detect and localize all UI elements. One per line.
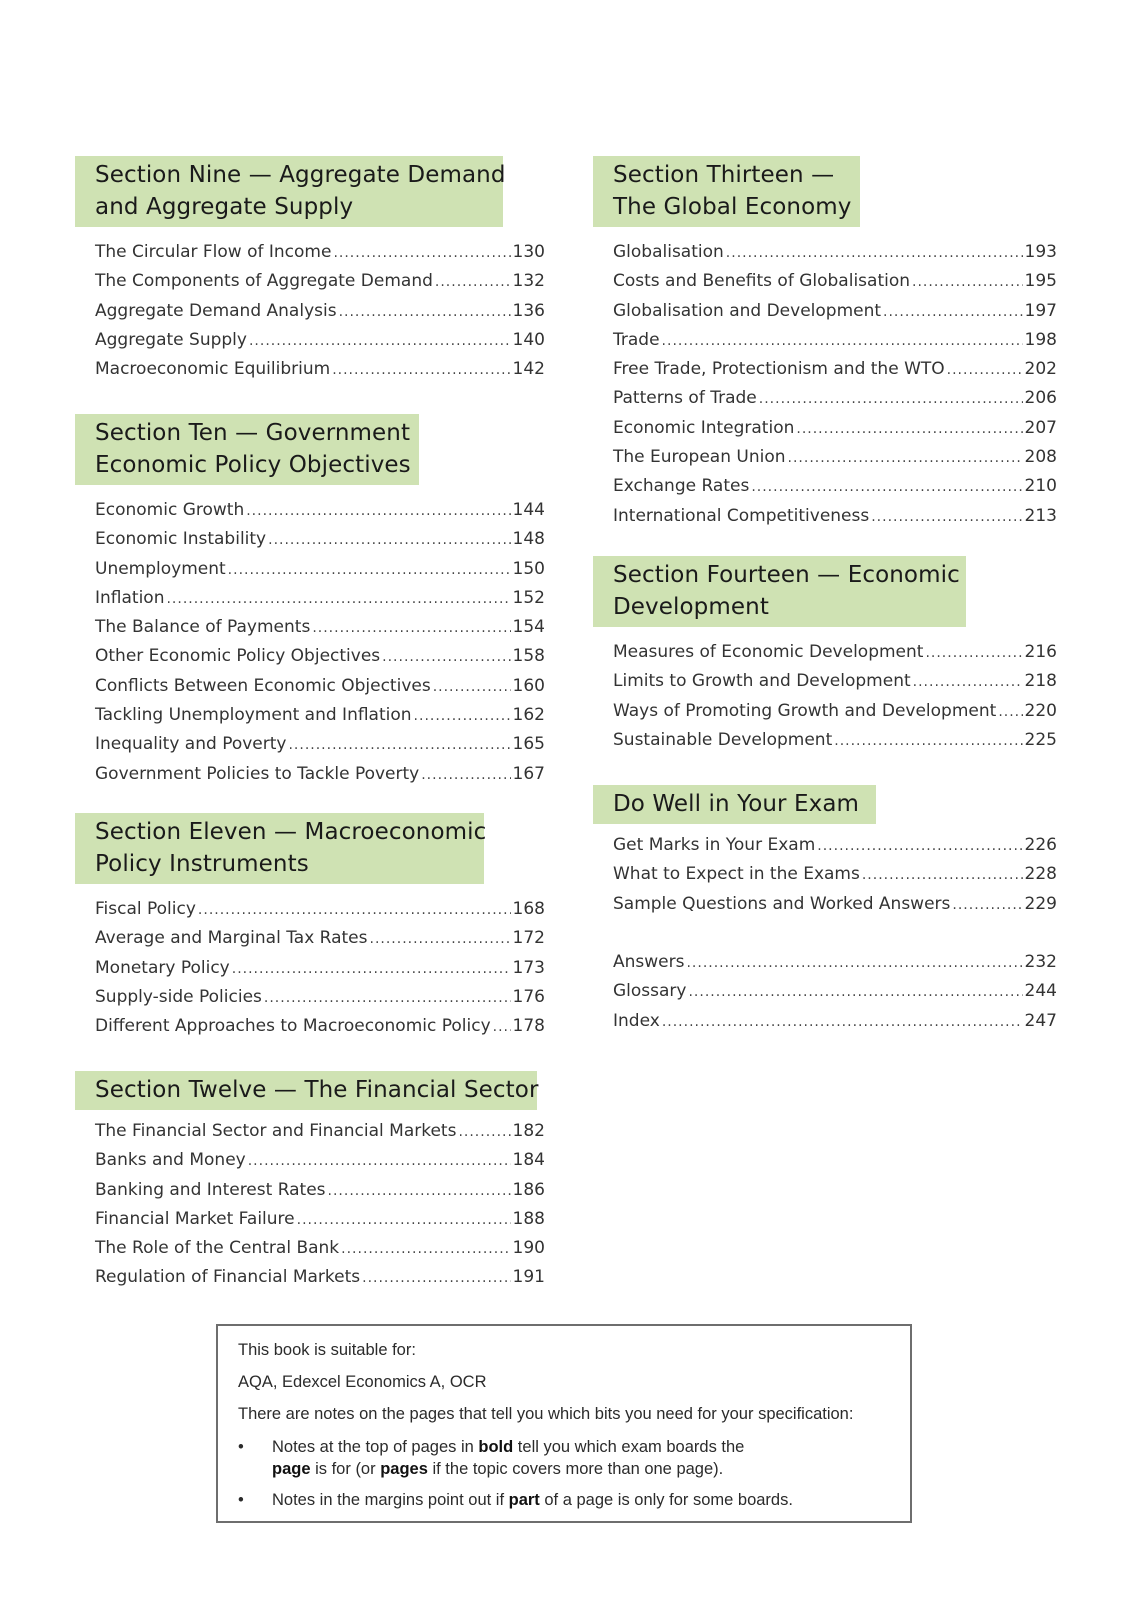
toc-entry[interactable]	[613, 297, 1057, 326]
section-heading-line: Development	[613, 594, 769, 620]
toc-entry-answers[interactable]	[613, 948, 1057, 977]
section-heading-line: Section Ten — Government	[95, 420, 411, 446]
toc-entry-page: 229	[1024, 893, 1057, 914]
toc-entry-title: Get Marks in Your Exam	[613, 835, 816, 855]
toc-entry-title: Sample Questions and Worked Answers	[613, 893, 951, 914]
toc-entry-page: 191	[512, 1267, 545, 1288]
toc-entry-page: 210	[1024, 476, 1057, 497]
toc-entry-title: Different Approaches to Macroeconomic Policy	[95, 1016, 491, 1037]
toc-list	[95, 496, 545, 789]
toc-entry[interactable]	[613, 860, 1057, 889]
toc-entry-page: 176	[512, 986, 545, 1007]
toc-entry-title: Tackling Unemployment and Inflation	[95, 705, 412, 726]
section-fourteen	[593, 556, 1057, 750]
dot-leader	[264, 984, 511, 1012]
toc-entry[interactable]	[95, 326, 545, 355]
note-bold-text: page	[272, 1460, 311, 1478]
toc-entry[interactable]	[95, 613, 545, 642]
section-ten	[75, 414, 545, 784]
toc-entry[interactable]	[95, 924, 545, 953]
toc-entry-title: Aggregate Supply	[95, 329, 247, 350]
toc-entry-page: 232	[1024, 952, 1057, 972]
note-text: Notes at the top of pages in	[272, 1438, 479, 1456]
section-heading	[75, 813, 487, 884]
toc-entry[interactable]	[95, 584, 545, 613]
toc-entry-page: 184	[512, 1150, 545, 1171]
toc-entry[interactable]	[95, 238, 545, 267]
toc-list	[613, 238, 1057, 531]
section-heading	[593, 785, 876, 824]
toc-entry-page: 165	[512, 734, 545, 755]
toc-entry-title: International Competitiveness	[613, 505, 870, 526]
toc-entry-page: 148	[512, 529, 545, 550]
toc-entry-page: 193	[1024, 242, 1057, 262]
toc-entry[interactable]	[95, 355, 545, 384]
dot-leader	[912, 268, 1023, 296]
toc-entry-title: Regulation of Financial Markets	[95, 1267, 361, 1288]
note-text: of a page is only for some boards.	[539, 1491, 793, 1509]
toc-entry-page: 150	[512, 558, 545, 579]
section-heading-line: and Aggregate Supply	[95, 194, 354, 220]
section-heading-line: Section Eleven — Macroeconomic	[95, 819, 487, 845]
dot-leader	[947, 356, 1023, 384]
note-bullet-item	[238, 1436, 892, 1480]
dot-leader	[871, 503, 1022, 531]
dot-leader	[788, 444, 1023, 472]
toc-entry-title: Economic Integration	[613, 417, 795, 438]
toc-entry[interactable]	[95, 895, 545, 924]
toc-entry[interactable]	[613, 384, 1057, 413]
section-twelve	[75, 1071, 545, 1288]
toc-entry-page: 225	[1024, 729, 1057, 750]
section-nine	[75, 156, 545, 380]
toc-entry-page: 172	[512, 928, 545, 949]
toc-entry-title: Patterns of Trade	[613, 388, 757, 409]
toc-entry[interactable]	[95, 642, 545, 671]
dot-leader	[883, 298, 1023, 326]
toc-entry-page: 140	[512, 329, 545, 350]
toc-entry-page: 208	[1024, 447, 1057, 468]
toc-entry[interactable]	[95, 555, 545, 584]
toc-entry[interactable]	[613, 414, 1057, 443]
toc-entry[interactable]	[95, 1176, 545, 1205]
toc-entry[interactable]	[613, 355, 1057, 384]
toc-entry-title: Financial Market Failure	[95, 1208, 295, 1229]
toc-list	[95, 1117, 545, 1293]
note-text: tell you which exam boards the	[513, 1438, 745, 1456]
section-heading-line: Section Thirteen —	[613, 162, 835, 188]
dot-leader	[421, 761, 510, 789]
section-eleven	[75, 813, 545, 1037]
dot-leader	[435, 268, 511, 296]
toc-entry-title: Unemployment	[95, 558, 226, 579]
note-text: is for (or	[310, 1460, 381, 1478]
dot-leader	[339, 298, 511, 326]
dot-leader	[246, 497, 510, 525]
dot-leader	[332, 356, 510, 384]
dot-leader	[662, 1008, 1023, 1036]
toc-extras-list	[613, 948, 1057, 1036]
toc-entry[interactable]	[613, 238, 1057, 267]
toc-entry-page: 195	[1024, 271, 1057, 292]
toc-entry[interactable]	[613, 267, 1057, 296]
dot-leader	[686, 949, 1022, 977]
section-thirteen	[593, 156, 1057, 526]
note-exam-boards: AQA, Edexcel Economics A, OCR	[238, 1373, 487, 1391]
toc-entry-page: 247	[1024, 1010, 1057, 1031]
toc-entry[interactable]	[95, 267, 545, 296]
toc-entry[interactable]	[95, 1012, 545, 1041]
dot-leader	[268, 526, 510, 554]
dot-leader	[493, 1013, 511, 1041]
toc-entry-page: 220	[1024, 700, 1057, 721]
dot-leader	[249, 327, 511, 355]
toc-entry-index[interactable]	[613, 1007, 1057, 1036]
dot-leader	[925, 639, 1022, 667]
section-heading	[75, 1071, 537, 1110]
toc-entry[interactable]	[95, 954, 545, 983]
dot-leader	[198, 896, 511, 924]
toc-entry-title: Aggregate Demand Analysis	[95, 300, 337, 321]
toc-entry-title: Inflation	[95, 587, 165, 608]
toc-entry-title: The Balance of Payments	[95, 617, 311, 638]
dot-leader	[998, 698, 1022, 726]
dot-leader	[297, 1206, 511, 1234]
toc-entry-page: 182	[512, 1121, 545, 1141]
toc-list	[95, 895, 545, 1041]
dot-leader	[288, 731, 510, 759]
toc-entry[interactable]	[95, 760, 545, 789]
toc-entry[interactable]	[95, 496, 545, 525]
toc-entry-page: 178	[512, 1016, 545, 1037]
toc-entry-page: 218	[1024, 671, 1057, 692]
toc-entry-page: 226	[1024, 835, 1057, 855]
dot-leader	[433, 673, 511, 701]
toc-entry-page: 158	[512, 646, 545, 667]
dot-leader	[370, 925, 511, 953]
toc-entry-title: Answers	[613, 952, 685, 972]
section-heading-line: The Global Economy	[613, 194, 852, 220]
toc-entry[interactable]	[95, 1205, 545, 1234]
dot-leader	[759, 385, 1023, 413]
note-bold-text: pages	[380, 1460, 428, 1478]
toc-entry[interactable]	[613, 472, 1057, 501]
toc-entry-page: 213	[1024, 505, 1057, 526]
toc-entry-page: 202	[1024, 359, 1057, 380]
toc-entry[interactable]	[613, 697, 1057, 726]
toc-entry-page: 173	[512, 957, 545, 978]
section-heading-line: Section Twelve — The Financial Sector	[95, 1077, 539, 1103]
dot-leader	[333, 239, 510, 267]
toc-entry-page: 186	[512, 1179, 545, 1200]
toc-entry-title: Costs and Benefits of Globalisation	[613, 271, 911, 292]
toc-entry-title: Index	[613, 1010, 660, 1031]
note-text: Notes in the margins point out if	[272, 1491, 509, 1509]
toc-entry-page: 198	[1024, 329, 1057, 350]
section-heading	[75, 156, 506, 227]
toc-list	[613, 638, 1057, 755]
toc-entry-title: Ways of Promoting Growth and Development	[613, 700, 997, 721]
dot-leader	[834, 727, 1022, 755]
dot-leader	[913, 668, 1023, 696]
note-bold-text: part	[508, 1491, 540, 1509]
toc-entry-title: Trade	[613, 329, 660, 350]
dot-leader	[328, 1177, 511, 1205]
bullet-icon: •	[238, 1438, 244, 1456]
toc-entry-title: Exchange Rates	[613, 476, 750, 497]
dot-leader	[952, 891, 1022, 919]
dot-leader	[312, 614, 510, 642]
toc-entry-title: Limits to Growth and Development	[613, 671, 911, 692]
toc-entry-title: The Circular Flow of Income	[95, 242, 332, 262]
suitability-note-box	[216, 1324, 912, 1523]
toc-entry-page: 216	[1024, 642, 1057, 662]
toc-entry[interactable]	[95, 1234, 545, 1263]
toc-entry-page: 132	[512, 271, 545, 292]
toc-entry-glossary[interactable]	[613, 977, 1057, 1006]
dot-leader	[751, 473, 1022, 501]
toc-entry-page: 152	[512, 587, 545, 608]
toc-entry-title: The European Union	[613, 447, 786, 468]
dot-leader	[341, 1235, 510, 1263]
toc-entry-page: 136	[512, 300, 545, 321]
toc-entry[interactable]	[613, 502, 1057, 531]
toc-entry[interactable]	[613, 443, 1057, 472]
toc-entry-page: 168	[512, 899, 545, 919]
toc-entry-title: Glossary	[613, 981, 687, 1002]
section-heading-line: Section Fourteen — Economic	[613, 562, 960, 588]
dot-leader	[796, 415, 1022, 443]
section-heading	[593, 556, 966, 627]
dot-leader	[228, 556, 511, 584]
dot-leader	[862, 861, 1023, 889]
note-explanation: There are notes on the pages that tell you which bits you need for your specification:	[238, 1405, 854, 1423]
toc-entry-page: 197	[1024, 300, 1057, 321]
toc-entry-page: 188	[512, 1208, 545, 1229]
toc-entry-page: 130	[512, 242, 545, 262]
toc-entry-title: Measures of Economic Development	[613, 642, 924, 662]
toc-entry-page: 228	[1024, 864, 1057, 885]
toc-entry-title: The Components of Aggregate Demand	[95, 271, 433, 292]
note-bold-text: bold	[478, 1438, 514, 1456]
section-heading	[593, 156, 860, 227]
toc-entry-title: The Role of the Central Bank	[95, 1238, 340, 1259]
toc-entry-title: Conflicts Between Economic Objectives	[95, 675, 431, 696]
toc-entry-title: Banking and Interest Rates	[95, 1179, 326, 1200]
toc-entry-page: 207	[1024, 417, 1057, 438]
toc-entry[interactable]	[95, 701, 545, 730]
toc-entry-title: Fiscal Policy	[95, 899, 196, 919]
toc-entry-title: Monetary Policy	[95, 957, 230, 978]
toc-entry[interactable]	[613, 638, 1057, 667]
toc-entry-page: 244	[1024, 981, 1057, 1002]
toc-entry-title: Economic Growth	[95, 500, 245, 520]
dot-leader	[166, 585, 510, 613]
dot-leader	[232, 955, 511, 983]
toc-entry-title: The Financial Sector and Financial Markets	[95, 1121, 457, 1141]
toc-entry-title: Banks and Money	[95, 1150, 246, 1171]
dot-leader	[362, 1264, 510, 1292]
toc-entry-title: What to Expect in the Exams	[613, 864, 860, 885]
toc-entry-page: 190	[512, 1238, 545, 1259]
toc-entry[interactable]	[95, 525, 545, 554]
dot-leader	[726, 239, 1023, 267]
toc-entry[interactable]	[95, 1117, 545, 1146]
toc-entry-title: Macroeconomic Equilibrium	[95, 359, 331, 380]
section-heading	[75, 414, 419, 485]
toc-entry-page: 206	[1024, 388, 1057, 409]
toc-entry-page: 160	[512, 675, 545, 696]
dot-leader	[688, 978, 1022, 1006]
toc-entry[interactable]	[95, 983, 545, 1012]
toc-entry-title: Globalisation and Development	[613, 300, 882, 321]
toc-list	[613, 831, 1057, 919]
toc-entry-page: 154	[512, 617, 545, 638]
note-text: if the topic covers more than one page).	[427, 1460, 724, 1478]
note-bullet-item	[238, 1489, 892, 1511]
bullet-icon: •	[238, 1491, 244, 1509]
toc-entry-title: Sustainable Development	[613, 729, 833, 750]
toc-entry-title: Government Policies to Tackle Poverty	[95, 763, 420, 784]
toc-entry-title: Supply-side Policies	[95, 986, 262, 1007]
toc-entry[interactable]	[95, 730, 545, 759]
toc-entry[interactable]	[613, 890, 1057, 919]
dot-leader	[458, 1118, 510, 1146]
dot-leader	[817, 832, 1022, 860]
toc-entry[interactable]	[95, 1146, 545, 1175]
toc-entry-page: 144	[512, 500, 545, 520]
section-exam	[593, 785, 1057, 914]
toc-entry-title: Inequality and Poverty	[95, 734, 287, 755]
toc-entry-page: 162	[512, 705, 545, 726]
toc-entry-page: 167	[512, 763, 545, 784]
dot-leader	[414, 702, 511, 730]
dot-leader	[382, 643, 510, 671]
toc-entry-title: Free Trade, Protectionism and the WTO	[613, 359, 945, 380]
section-heading-line: Section Nine — Aggregate Demand	[95, 162, 506, 188]
note-bullet-list	[238, 1436, 892, 1511]
toc-entry[interactable]	[613, 326, 1057, 355]
toc-entry[interactable]	[613, 831, 1057, 860]
toc-entry[interactable]	[613, 667, 1057, 696]
toc-entry-page: 142	[512, 359, 545, 380]
toc-entry[interactable]	[613, 726, 1057, 755]
toc-entry-title: Average and Marginal Tax Rates	[95, 928, 368, 949]
toc-list	[95, 238, 545, 384]
dot-leader	[662, 327, 1023, 355]
section-heading-line: Policy Instruments	[95, 851, 309, 877]
section-heading-line: Do Well in Your Exam	[613, 791, 860, 817]
section-heading-line: Economic Policy Objectives	[95, 452, 411, 478]
toc-entry-title: Other Economic Policy Objectives	[95, 646, 381, 667]
toc-entry[interactable]	[95, 1263, 545, 1292]
toc-entry-title: Globalisation	[613, 242, 724, 262]
note-intro: This book is suitable for:	[238, 1341, 416, 1359]
toc-entry[interactable]	[95, 297, 545, 326]
toc-entry[interactable]	[95, 672, 545, 701]
toc-entry-title: Economic Instability	[95, 529, 267, 550]
dot-leader	[248, 1147, 511, 1175]
